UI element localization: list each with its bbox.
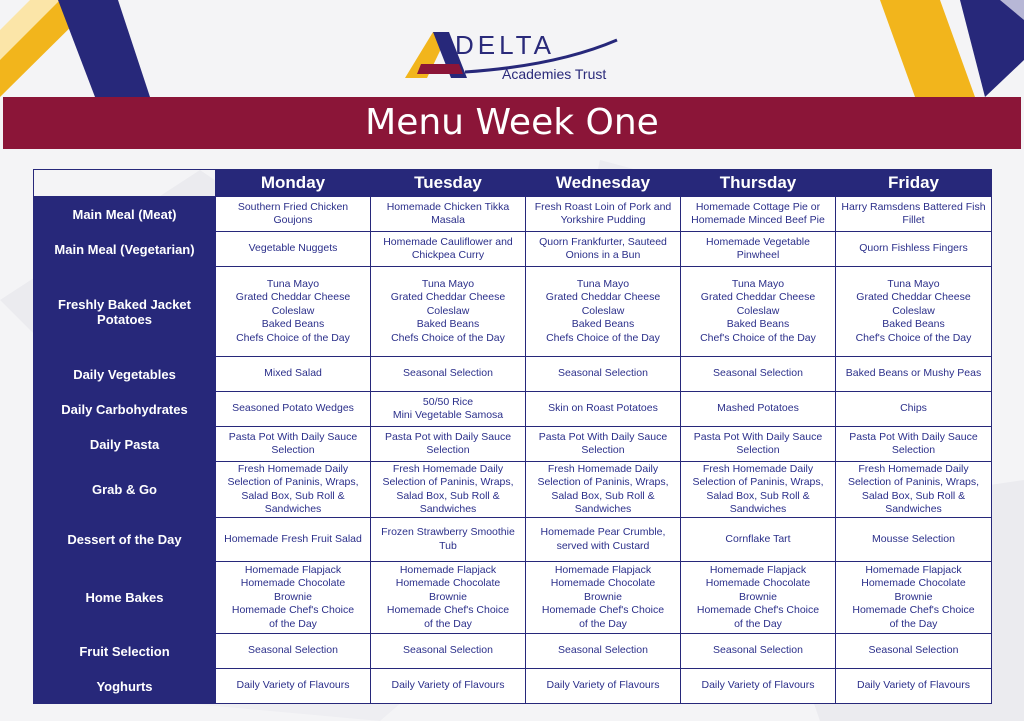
page-title: Menu Week One — [365, 102, 659, 143]
menu-cell-line: Homemade Flapjack — [865, 563, 962, 576]
day-header-tuesday: Tuesday — [371, 170, 526, 197]
menu-cell-line: Fresh Homemade Daily — [858, 462, 969, 475]
menu-cell-line: Homemade Chef's Choice — [696, 604, 820, 617]
menu-cell — [371, 669, 526, 704]
menu-cell — [371, 357, 526, 392]
menu-cell-line: Salad Box, Sub Roll & — [861, 489, 966, 502]
menu-cell — [216, 392, 371, 427]
menu-cell-line: Homemade Chocolate — [861, 577, 966, 590]
menu-cell-line: Chefs Choice of the Day — [236, 331, 350, 344]
table-row — [34, 669, 992, 704]
menu-cell-line: Frozen Strawberry Smoothie — [381, 526, 515, 538]
menu-cell — [681, 634, 836, 669]
menu-cell-line: Fresh Homemade Daily — [547, 462, 659, 475]
menu-cell-line: Salad Box, Sub Roll & — [551, 489, 655, 502]
menu-cell — [216, 197, 371, 232]
menu-cell-line: Brownie — [429, 590, 467, 603]
menu-cell — [371, 518, 526, 562]
menu-cell-line: Selection of Paninis, Wraps, — [227, 476, 359, 488]
table-row — [34, 232, 992, 267]
menu-cell-line: Selection of Paninis, Wraps, — [382, 476, 514, 488]
menu-cell-line: Seasonal Selection — [868, 644, 959, 657]
menu-cell-line: Pasta Pot With Daily Sauce — [538, 430, 668, 443]
menu-cell-line: of the Day — [734, 617, 782, 630]
table-row — [34, 562, 992, 634]
menu-cell-line: 50/50 Rice — [422, 395, 474, 408]
menu-cell — [836, 518, 992, 562]
menu-cell — [371, 392, 526, 427]
menu-cell-line: Homemade Flapjack — [709, 563, 807, 576]
row-header: Home Bakes — [34, 562, 216, 634]
menu-cell — [526, 197, 681, 232]
menu-cell-line: Vegetable Nuggets — [248, 242, 338, 255]
menu-cell — [836, 634, 992, 669]
menu-cell-line: Brownie — [274, 590, 312, 603]
menu-cell-line: Grated Cheddar Cheese — [700, 291, 816, 304]
menu-cell-line: Quorn Fishless Fingers — [859, 242, 968, 255]
row-header: Fruit Selection — [34, 634, 216, 669]
menu-cell-line: Tuna Mayo — [266, 277, 320, 290]
day-header-row — [34, 170, 992, 197]
menu-cell-line: Chef's Choice of the Day — [700, 331, 816, 344]
menu-cell — [681, 392, 836, 427]
menu-cell-line: Southern Fried Chicken — [237, 200, 349, 213]
menu-cell — [836, 669, 992, 704]
menu-cell-line: Homemade Cottage Pie or — [695, 200, 821, 213]
menu-cell-line: Tuna Mayo — [421, 277, 475, 290]
menu-cell — [681, 562, 836, 634]
menu-cell-line: Homemade Flapjack — [554, 563, 652, 576]
menu-cell-line: of the Day — [424, 617, 472, 630]
menu-cell-line: of the Day — [579, 617, 627, 630]
table-row — [34, 462, 992, 518]
menu-cell — [216, 427, 371, 462]
menu-cell-line: Sandwiches — [419, 503, 477, 515]
menu-cell-line: Selection of Paninis, Wraps, — [847, 476, 980, 488]
menu-cell — [526, 392, 681, 427]
menu-cell-line: Selection — [736, 444, 780, 456]
menu-cell-line: Seasonal Selection — [558, 644, 648, 657]
menu-cell-line: Selection of Paninis, Wraps, — [692, 476, 824, 488]
menu-cell-line: Selection — [271, 444, 315, 456]
row-header: Daily Pasta — [34, 427, 216, 462]
menu-cell-line: Yorkshire Pudding — [560, 214, 646, 226]
menu-cell — [681, 669, 836, 704]
menu-cell-line: Daily Variety of Flavours — [546, 679, 660, 692]
table-row — [34, 197, 992, 232]
menu-cell-line: Homemade Vegetable — [706, 235, 810, 248]
day-header-friday: Friday — [836, 170, 992, 197]
menu-cell-line: Daily Variety of Flavours — [701, 679, 815, 692]
menu-cell-line: Baked Beans — [416, 318, 480, 331]
menu-cell-line: Salad Box, Sub Roll & — [241, 489, 345, 502]
menu-cell-line: Sandwiches — [574, 503, 632, 515]
menu-cell-line: Seasonal Selection — [713, 644, 803, 657]
menu-cell-line: Chips — [900, 402, 927, 415]
menu-cell-line: Sandwiches — [885, 503, 942, 515]
menu-cell-line: Baked Beans — [571, 318, 635, 331]
menu-cell-line: Homemade Chef's Choice — [386, 604, 510, 617]
menu-cell-line: Selection of Paninis, Wraps, — [537, 476, 669, 488]
menu-cell — [681, 427, 836, 462]
menu-cell-line: Homemade Chicken Tikka — [386, 200, 510, 213]
menu-cell-line: Homemade Chef's Choice — [541, 604, 665, 617]
menu-cell — [216, 562, 371, 634]
menu-cell-line: Tuna Mayo — [576, 277, 630, 290]
menu-cell — [216, 462, 371, 518]
menu-table — [33, 169, 992, 704]
menu-cell-line: Seasonal Selection — [403, 367, 493, 380]
menu-cell-line: Coleslaw — [271, 304, 315, 317]
menu-cell — [836, 197, 992, 232]
menu-cell — [216, 669, 371, 704]
menu-cell-line: Tub — [439, 539, 457, 552]
menu-cell-line: Brownie — [894, 590, 933, 603]
table-row — [34, 518, 992, 562]
menu-cell-line: Sandwiches — [264, 503, 322, 515]
row-header: Daily Carbohydrates — [34, 392, 216, 427]
menu-cell — [526, 462, 681, 518]
menu-cell — [216, 232, 371, 267]
menu-cell — [681, 462, 836, 518]
menu-cell-line: Baked Beans — [726, 318, 790, 331]
menu-cell-line: Selection — [891, 444, 936, 456]
menu-cell — [526, 357, 681, 392]
menu-cell-line: Grated Cheddar Cheese — [545, 291, 661, 304]
menu-cell — [526, 562, 681, 634]
menu-cell-line: Seasonal Selection — [558, 367, 648, 380]
menu-cell — [216, 634, 371, 669]
menu-cell-line: Seasoned Potato Wedges — [232, 402, 354, 415]
menu-cell-line: Sandwiches — [729, 503, 787, 515]
menu-cell-line: Coleslaw — [581, 304, 625, 317]
menu-cell-line: Tuna Mayo — [887, 277, 940, 290]
menu-cell-line: Coleslaw — [892, 304, 935, 317]
menu-cell-line: Grated Cheddar Cheese — [856, 291, 971, 304]
menu-cell-line: Quorn Frankfurter, Sauteed — [539, 235, 667, 248]
menu-cell-line: Pasta Pot With Daily Sauce — [228, 430, 358, 443]
menu-cell-line: Salad Box, Sub Roll & — [706, 489, 810, 502]
menu-cell — [836, 392, 992, 427]
menu-cell-line: Baked Beans — [882, 318, 945, 331]
menu-cell-line: Selection — [581, 444, 625, 456]
menu-cell-line: Homemade Cauliflower and — [383, 235, 513, 248]
menu-cell-line: Masala — [431, 214, 465, 226]
menu-cell — [526, 634, 681, 669]
menu-cell-line: Selection — [426, 444, 470, 456]
menu-cell — [681, 197, 836, 232]
menu-cell-line: Fresh Homemade Daily — [702, 462, 814, 475]
menu-cell-line: Daily Variety of Flavours — [236, 679, 350, 692]
menu-cell-line: Daily Variety of Flavours — [391, 679, 505, 692]
menu-cell — [836, 427, 992, 462]
corner-stripe-navy-left — [58, 0, 150, 97]
menu-cell-line: Homemade Chocolate — [240, 577, 346, 590]
menu-cell-line: Homemade Fresh Fruit Salad — [224, 532, 362, 545]
menu-cell — [526, 669, 681, 704]
menu-cell-line: Chefs Choice of the Day — [391, 331, 505, 344]
menu-cell-line: Coleslaw — [426, 304, 470, 317]
menu-cell-line: Chefs Choice of the Day — [546, 331, 660, 344]
menu-cell-line: Fresh Roast Loin of Pork and — [534, 200, 672, 213]
corner-stripe-gold-right — [880, 0, 975, 97]
menu-cell-line: Fillet — [902, 214, 925, 226]
menu-cell — [526, 427, 681, 462]
menu-cell-line: Homemade Chocolate — [705, 577, 811, 590]
menu-cell-line: Harry Ramsdens Battered Fish — [841, 200, 986, 213]
menu-cell-line: Homemade Flapjack — [244, 563, 342, 576]
logo-name: DELTA — [455, 30, 555, 60]
menu-cell-line: of the Day — [889, 617, 938, 630]
menu-cell-line: Cornflake Tart — [725, 532, 791, 545]
menu-cell-line: Brownie — [584, 590, 622, 603]
menu-cell — [526, 518, 681, 562]
menu-cell — [681, 267, 836, 357]
menu-cell — [836, 232, 992, 267]
table-row — [34, 357, 992, 392]
menu-cell-line: Chickpea Curry — [411, 249, 485, 261]
menu-cell-line: Onions in a Bun — [565, 249, 641, 261]
menu-cell-line: Skin on Roast Potatoes — [548, 402, 658, 415]
menu-cell-line: Mashed Potatoes — [717, 402, 799, 415]
menu-cell-line: served with Custard — [556, 539, 650, 552]
menu-cell-line: Tuna Mayo — [731, 277, 785, 290]
row-header: Yoghurts — [34, 669, 216, 704]
row-header: Main Meal (Vegetarian) — [34, 232, 216, 267]
menu-cell — [371, 427, 526, 462]
menu-cell — [836, 357, 992, 392]
menu-cell-line: Seasonal Selection — [403, 644, 493, 657]
menu-cell-line: Coleslaw — [736, 304, 780, 317]
menu-cell-line: Baked Beans — [261, 318, 325, 331]
menu-cell — [371, 562, 526, 634]
menu-cell — [836, 267, 992, 357]
menu-cell-line: Seasonal Selection — [248, 644, 338, 657]
row-header: Grab & Go — [34, 462, 216, 518]
menu-cell — [681, 357, 836, 392]
menu-cell — [371, 232, 526, 267]
table-row — [34, 634, 992, 669]
menu-cell — [371, 462, 526, 518]
menu-cell-line: Pasta Pot With Daily Sauce — [693, 430, 823, 443]
menu-cell — [681, 518, 836, 562]
menu-cell-line: Brownie — [739, 590, 777, 603]
menu-cell-line: Pasta Pot with Daily Sauce — [384, 430, 512, 443]
menu-cell-line: Mousse Selection — [872, 532, 955, 545]
table-row — [34, 267, 992, 357]
menu-cell-line: Seasonal Selection — [713, 367, 803, 380]
day-header-monday: Monday — [216, 170, 371, 197]
table-row — [34, 392, 992, 427]
menu-cell — [836, 562, 992, 634]
menu-cell-line: Homemade Minced Beef Pie — [691, 214, 825, 226]
menu-cell — [371, 267, 526, 357]
menu-cell-line: Chef's Choice of the Day — [855, 331, 972, 344]
logo-subtitle: Academies Trust — [502, 66, 607, 82]
row-header: Daily Vegetables — [34, 357, 216, 392]
menu-cell-line: Pasta Pot With Daily Sauce — [849, 430, 978, 443]
menu-cell-line: Mini Vegetable Samosa — [392, 409, 504, 421]
menu-cell — [681, 232, 836, 267]
row-header: Freshly Baked Jacket Potatoes — [34, 267, 216, 357]
menu-cell-line: Homemade Pear Crumble, — [540, 526, 666, 538]
day-header-thursday: Thursday — [681, 170, 836, 197]
menu-cell-line: Pinwheel — [736, 249, 780, 261]
menu-cell-line: Salad Box, Sub Roll & — [396, 489, 500, 502]
menu-cell-line: Mixed Salad — [264, 367, 322, 380]
row-header: Dessert of the Day — [34, 518, 216, 562]
menu-cell-line: Fresh Homemade Daily — [237, 462, 349, 475]
menu-cell — [836, 462, 992, 518]
row-header: Main Meal (Meat) — [34, 197, 216, 232]
day-header-wednesday: Wednesday — [526, 170, 681, 197]
menu-cell-line: Grated Cheddar Cheese — [235, 291, 351, 304]
menu-cell — [371, 197, 526, 232]
menu-cell — [526, 232, 681, 267]
menu-cell-line: Daily Variety of Flavours — [856, 679, 970, 692]
menu-cell — [371, 634, 526, 669]
menu-cell-line: Fresh Homemade Daily — [392, 462, 504, 475]
menu-cell-line: Grated Cheddar Cheese — [390, 291, 506, 304]
menu-cell — [216, 518, 371, 562]
menu-cell-line: Baked Beans or Mushy Peas — [845, 367, 982, 380]
menu-cell-line: Homemade Chef's Choice — [852, 604, 975, 617]
menu-cell — [216, 267, 371, 357]
menu-cell-line: Goujons — [273, 214, 313, 226]
menu-cell-line: Homemade Chef's Choice — [231, 604, 355, 617]
table-corner — [34, 170, 216, 197]
menu-cell — [216, 357, 371, 392]
menu-cell — [526, 267, 681, 357]
menu-cell-line: of the Day — [269, 617, 317, 630]
menu-cell-line: Homemade Chocolate — [395, 577, 501, 590]
table-row — [34, 427, 992, 462]
menu-cell-line: Homemade Flapjack — [399, 563, 497, 576]
menu-cell-line: Homemade Chocolate — [550, 577, 656, 590]
